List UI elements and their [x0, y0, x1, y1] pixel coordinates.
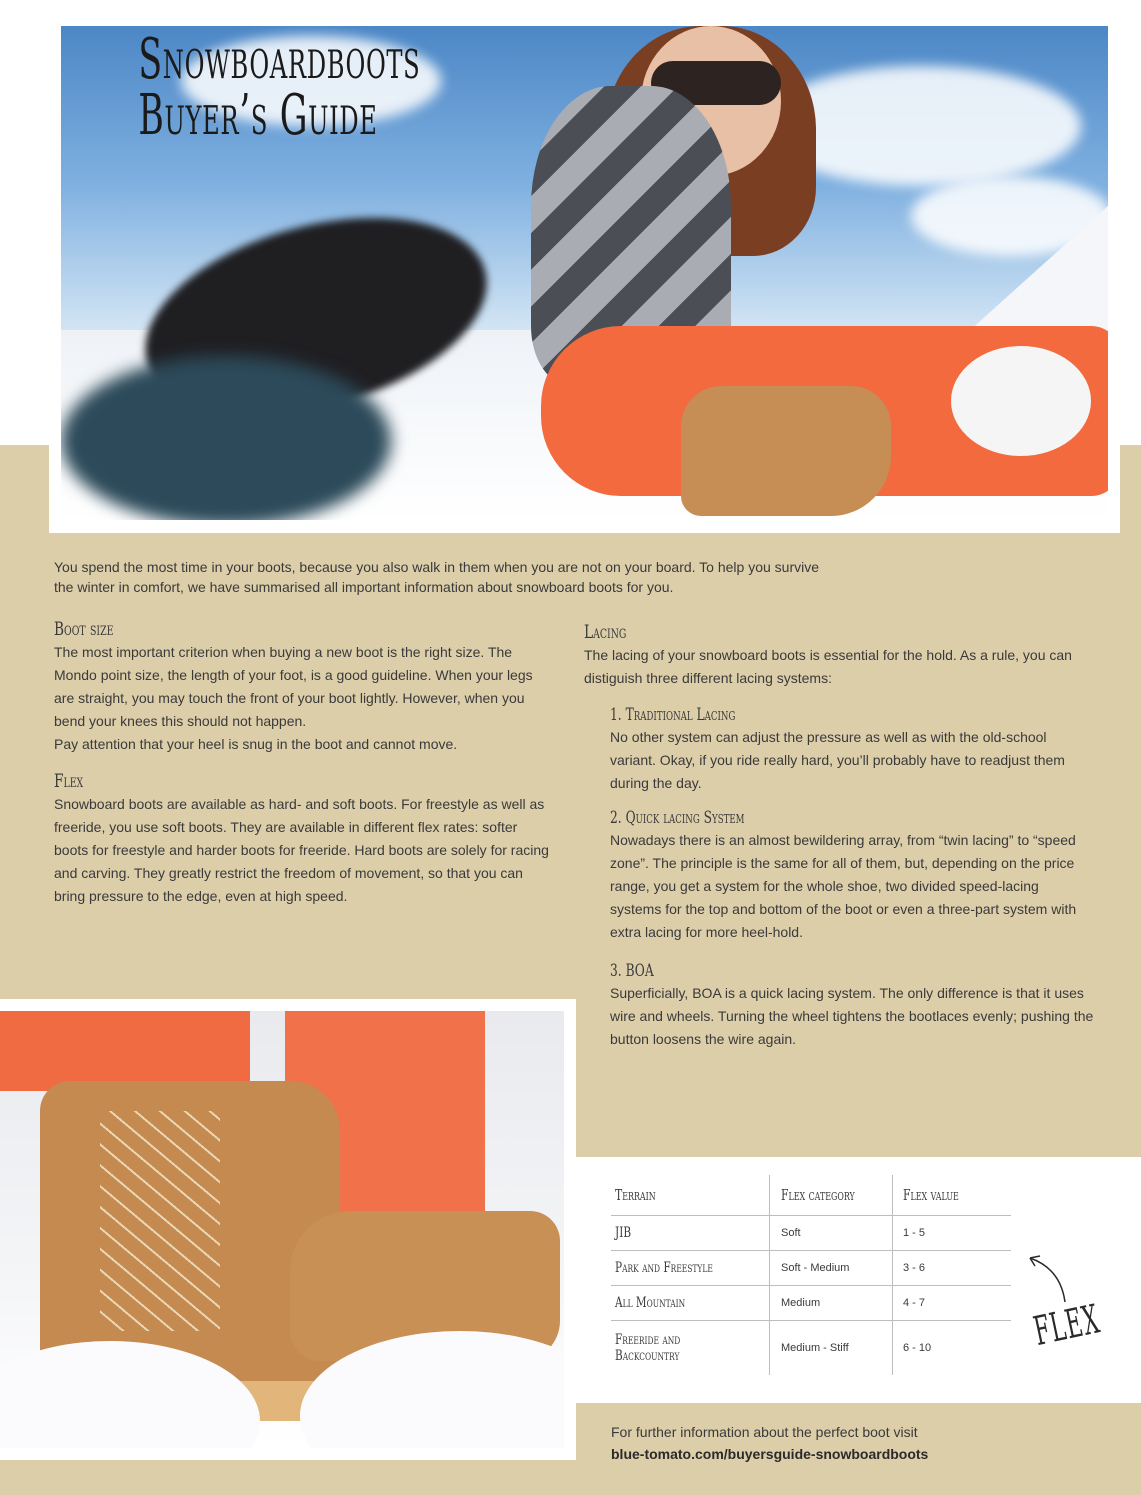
- title-line-2: Buyer’s Guide: [138, 83, 378, 148]
- blurred-foreground: [61, 356, 391, 520]
- lacing-item-heading: 2. Quick lacing System: [610, 808, 745, 828]
- footer-note: [611, 1421, 928, 1465]
- value-cell: 3 - 6: [893, 1251, 1012, 1286]
- intro-paragraph: You spend the most time in your boots, because you also walk in them when you are not on your board. To help you survive the winter in comfort, we have summarised all important information about snowboard boots for you.: [54, 559, 820, 595]
- table-row: [611, 1286, 1011, 1321]
- value-cell: 1 - 5: [893, 1216, 1012, 1251]
- lacing-item-text: Superficially, BOA is a quick lacing system. The only difference is that it uses wire and wheels. Turning the wheel tightens the bootlaces evenly; pushing the button loosens the wire again.: [610, 985, 1094, 1047]
- snowboard-boot: [681, 386, 891, 516]
- column-header: Terrain: [615, 1186, 656, 1204]
- terrain-cell: JIB: [615, 1225, 632, 1241]
- lacing-item-text: Nowadays there is an almost bewildering array, from “twin lacing” to “speed zone”. The principle is the same for all of them, but, depending on the price range, you get a system for the whole shoe, two divided speed-lacing systems for the top and bottom of the boot or even a three-part system with extra lacing for more heel-hold.: [610, 832, 1077, 940]
- left-column: [54, 617, 549, 908]
- column-header: Flex value: [893, 1175, 1012, 1216]
- helmet: [951, 346, 1091, 456]
- lacing-item-heading: 3. BOA: [610, 961, 654, 981]
- terrain-cell: All Mountain: [615, 1295, 686, 1311]
- footer-text: For further information about the perfect boot visit: [611, 1424, 918, 1440]
- flex-table: [611, 1175, 1011, 1375]
- value-cell: 6 - 10: [893, 1321, 1012, 1376]
- value-cell: 4 - 7: [893, 1286, 1012, 1321]
- table-row: [611, 1251, 1011, 1286]
- flex-handwritten-label: FLEX: [1030, 1296, 1105, 1355]
- title-line-1: Snowboardboots: [138, 27, 421, 92]
- category-cell: Soft - Medium: [770, 1251, 893, 1286]
- lacing-text: The lacing of your snowboard boots is essential for the hold. As a rule, you can distiguish three different lacing systems:: [584, 647, 1072, 686]
- lacing-item-heading: 1. Traditional Lacing: [610, 705, 736, 725]
- boot-size-text-2: Pay attention that your heel is snug in the boot and cannot move.: [54, 736, 458, 752]
- category-cell: Medium - Stiff: [770, 1321, 893, 1376]
- footer-link[interactable]: blue-tomato.com/buyersguide-snowboardboots: [611, 1446, 929, 1462]
- terrain-cell: Park and Freestyle: [615, 1260, 713, 1276]
- flex-heading: Flex: [54, 770, 84, 792]
- orange-pant-leg: [0, 1011, 250, 1091]
- table-row: [611, 1216, 1011, 1251]
- category-cell: Medium: [770, 1286, 893, 1321]
- table-header-row: [611, 1175, 1011, 1216]
- column-header: Flex category: [770, 1175, 893, 1216]
- boot-size-text: The most important criterion when buying a new boot is the right size. The Mondo point size, the length of your foot, is a good guideline. When your legs are straight, you may touch the front of your boot lightly. However, when you bend your knees this should not happen.: [54, 644, 533, 729]
- right-column: [584, 620, 1094, 1051]
- lacing-item-text: No other system can adjust the pressure as well as with the old-school variant. Okay, if you ride really hard, you’ll probably have to readjust them during the day.: [610, 729, 1065, 791]
- boot-laces: [100, 1111, 220, 1331]
- boot-photo: [0, 1011, 564, 1448]
- page-title: [138, 27, 421, 148]
- category-cell: Soft: [770, 1216, 893, 1251]
- flex-text: Snowboard boots are available as hard- and soft boots. For freestyle as well as freeride, you use soft boots. They are available in different flex rates: softer boots for freestyle and harder boots for freeride. Hard boots are solely for racing and carving. They greatly restrict the freedom of movement, so that you can bring pressure to the edge, even at high speed.: [54, 796, 549, 904]
- lacing-heading: Lacing: [584, 621, 627, 643]
- lacing-list: [584, 704, 1094, 1051]
- terrain-cell: Freeride and Backcountry: [615, 1331, 681, 1364]
- table-row: [611, 1321, 1011, 1376]
- boot-size-heading: Boot size: [54, 618, 114, 640]
